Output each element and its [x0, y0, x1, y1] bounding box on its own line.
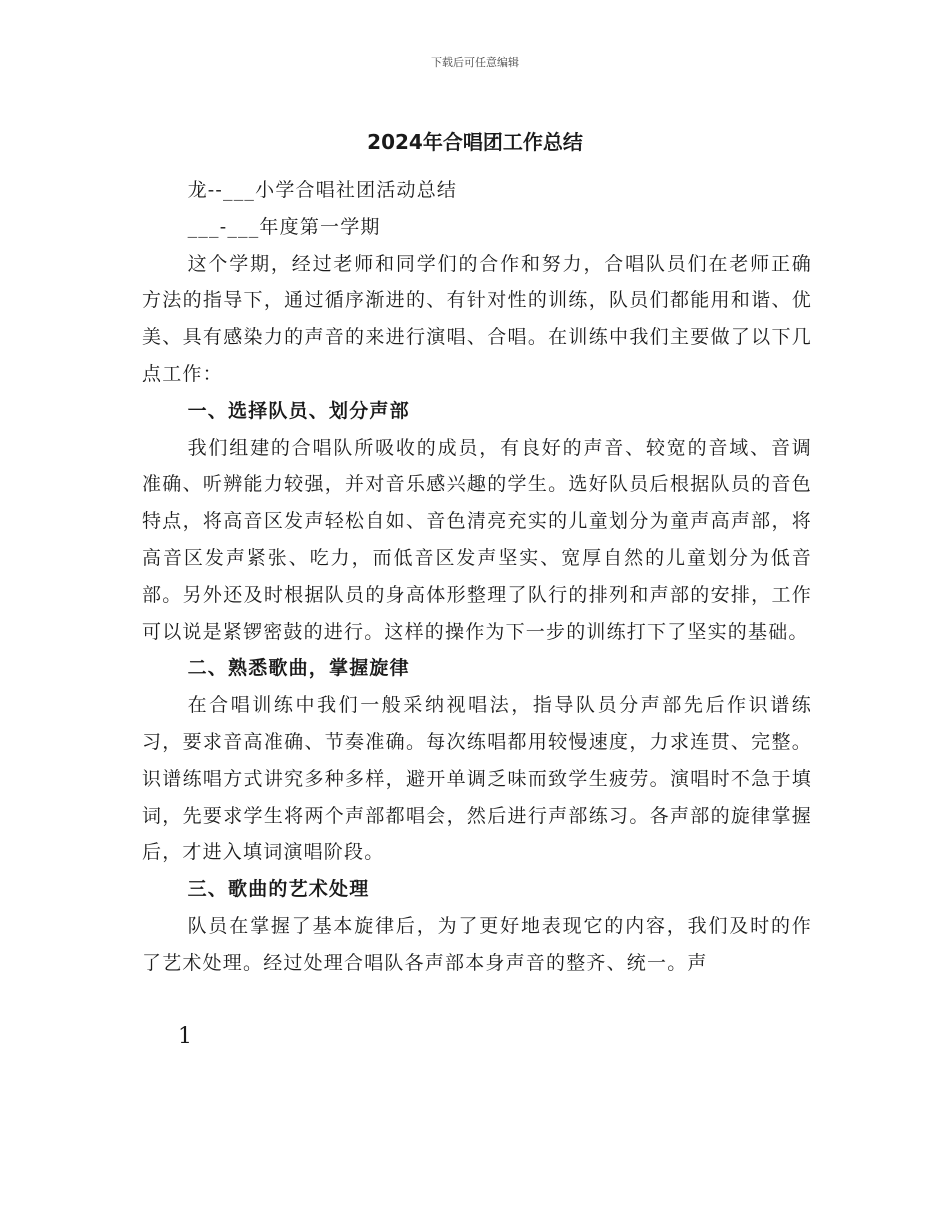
intro-paragraph: 这个学期，经过老师和同学们的合作和努力，合唱队员们在老师正确方法的指导下，通过循序渐进的、有针对性的训练，队员们都能用和谐、优美、具有感染力的声音的来进行演唱、合唱。在训练中我们主要做了以下几点工作： [142, 252, 812, 385]
subtitle-school: 龙--___小学合唱社团活动总结 [187, 179, 458, 201]
document-title: 2024年合唱团工作总结 [367, 130, 583, 154]
document-body [142, 172, 812, 982]
section-paragraph-3: 队员在掌握了基本旋律后，为了更好地表现它的内容，我们及时的作了艺术处理。经过处理合唱队各声部本身声音的整齐、统一。声 [142, 914, 812, 974]
page-number: 1 [178, 1024, 192, 1049]
section-heading-3: 三、歌曲的艺术处理 [187, 878, 370, 901]
section-heading-1: 一、选择队员、划分声部 [187, 399, 410, 422]
section-heading-2: 二、熟悉歌曲，掌握旋律 [187, 657, 410, 680]
subtitle-term: ___-___年度第一学期 [187, 215, 381, 238]
section-paragraph-2: 在合唱训练中我们一般采纳视唱法，指导队员分声部先后作识谱练习，要求音高准确、节奏准确。每次练唱都用较慢速度，力求连贯、完整。识谱练唱方式讲究多种多样，避开单调乏味而致学生疲劳。演唱时不急于填词，先要求学生将两个声部都唱会，然后进行声部练习。各声部的旋律掌握后，才进入填词演唱阶段。 [142, 694, 812, 864]
header-note: 下载后可任意编辑 [431, 56, 519, 69]
section-paragraph-1: 我们组建的合唱队所吸收的成员，有良好的声音、较宽的音域、音调准确、听辨能力较强，并对音乐感兴趣的学生。选好队员后根据队员的音色特点，将高音区发声轻松自如、音色清亮充实的儿童划分为童声高声部，将高音区发声紧张、吃力，而低音区发声坚实、宽厚自然的儿童划分为低音部。另外还及时根据队员的身高体形整理了队行的排列和声部的安排，工作可以说是紧锣密鼓的进行。这样的操作为下一步的训练打下了坚实的基础。 [142, 436, 812, 643]
